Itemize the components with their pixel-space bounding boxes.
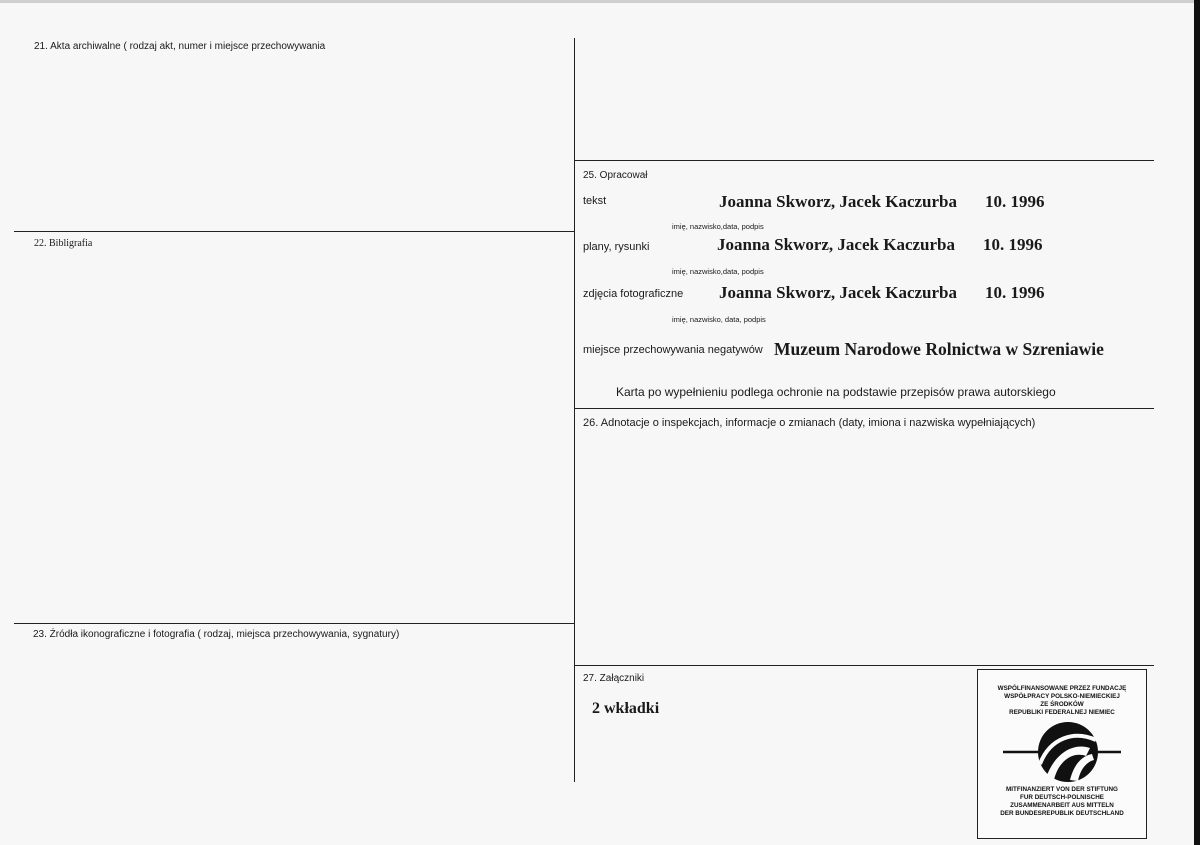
- divider-22-23: [14, 623, 574, 624]
- page-top-edge: [0, 0, 1200, 3]
- row-zdjecia-date: 10. 1996: [985, 283, 1045, 302]
- row-plany-value: Joanna Skworz, Jacek Kaczurba: [717, 235, 955, 254]
- row-zdjecia-value: Joanna Skworz, Jacek Kaczurba: [719, 283, 957, 302]
- divider-25-26: [575, 408, 1154, 409]
- negatives-value: Muzeum Narodowe Rolnictwa w Szreniawie: [774, 339, 1104, 359]
- page-right-edge: [1194, 0, 1200, 845]
- center-divider: [574, 38, 575, 782]
- sponsor-top-line-1: WSPÓLFINANSOWANE PRZEZ FUNDACJĘ: [997, 685, 1127, 692]
- section-22-label: 22. Bibligrafia: [34, 238, 93, 249]
- row-plany-label: plany, rysunki: [583, 241, 650, 253]
- section-26-label: 26. Adnotacje o inspekcjach, informacje o zmianach (daty, imiona i nazwiska wypełniających): [583, 417, 1036, 429]
- sponsor-top-line-2: WSPÓŁPRACY POLSKO-NIEMIECKIEJ: [1004, 693, 1120, 700]
- sponsor-bottom-line-4: DER BUNDESREPUBLIK DEUTSCHLAND: [1000, 810, 1124, 817]
- attachments-value: 2 wkładki: [592, 700, 660, 717]
- row-tekst-label: tekst: [583, 195, 607, 207]
- copyright-note: Karta po wypełnieniu podlega ochronie na podstawie przepisów prawa autorskiego: [616, 385, 1056, 399]
- row-zdjecia-label: zdjęcia fotograficzne: [583, 288, 684, 300]
- section-23-label: 23. Źródła ikonograficzne i fotografia ( rodzaj, miejsca przechowywania, sygnatury): [33, 629, 400, 640]
- row-plany-date: 10. 1996: [983, 235, 1043, 254]
- divider-21-22: [14, 231, 574, 232]
- sponsor-top-line-4: REPUBLIKI FEDERALNEJ NIEMIEC: [1009, 709, 1115, 716]
- sponsor-bottom-line-2: FUR DEUTSCH-POLNISCHE: [1020, 794, 1104, 801]
- sponsor-top-line-3: ZE ŚRODKÓW: [1040, 701, 1084, 708]
- foundation-emblem-icon: [978, 720, 1146, 790]
- row-tekst-date: 10. 1996: [985, 192, 1045, 211]
- negatives-label: miejsce przechowywania negatywów: [583, 344, 763, 356]
- row-tekst-value: Joanna Skworz, Jacek Kaczurba: [719, 192, 957, 211]
- row-tekst-hint: imię, nazwisko,data, podpis: [672, 222, 764, 231]
- sponsor-bottom-line-1: MITFINANZIERT VON DER STIFTUNG: [1006, 786, 1118, 793]
- sponsor-bottom-line-3: ZUSAMMENARBEIT AUS MITTELN: [1010, 802, 1114, 809]
- sponsor-logo-box: [977, 669, 1147, 839]
- row-plany-hint: imię, nazwisko,data, podpis: [672, 267, 764, 276]
- divider-26-27: [575, 665, 1154, 666]
- section-25-label: 25. Opracował: [583, 170, 648, 181]
- row-zdjecia-hint: imię, nazwisko, data, podpis: [672, 315, 766, 324]
- section-21-label: 21. Akta archiwalne ( rodzaj akt, numer i miejsce przechowywania: [34, 41, 326, 52]
- section-27-label: 27. Załączniki: [583, 673, 645, 684]
- divider-top-25: [575, 160, 1154, 161]
